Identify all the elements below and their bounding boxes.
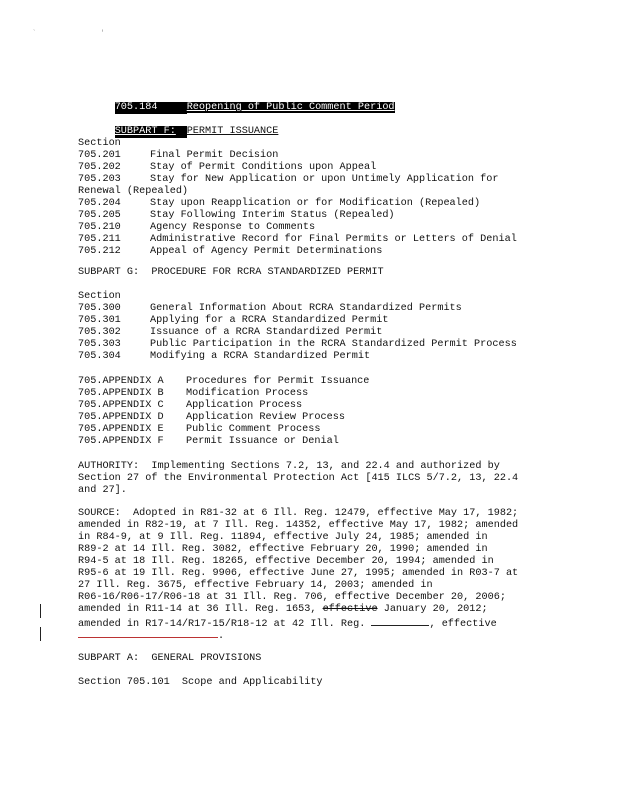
section-101-heading: Section 705.101 Scope and Applicability [78,677,323,688]
authority-note: AUTHORITY: Implementing Sections 7.2, 13, and 22.4 and authorized by Section 27 of the Environmental Protection Act [415 ILCS 5/7.2, 13, 22.4 and 27]. [78,461,519,496]
toc-row: 705.301 Applying for a RCRA Standardized Permit [78,315,389,326]
source-pending-date: . [78,628,538,640]
struck-text: effective [322,604,378,615]
blank-effective-date [78,628,218,638]
toc-row: 705.210 Agency Response to Comments [78,222,316,233]
toc-row: 705.302 Issuance of a RCRA Standardized Permit [78,327,383,338]
appendix-row: 705.APPENDIX F Permit Issuance or Denial [78,436,339,447]
toc-row: 705.205 Stay Following Interim Status (Repealed) [78,210,395,221]
header-block [78,90,538,113]
toc-row: 705.304 Modifying a RCRA Standardized Permit [78,351,371,362]
subpart-f-block [78,114,538,258]
toc-row: 705.300 General Information About RCRA Standardized Permits [78,303,462,314]
revision-bar [40,604,41,618]
source-note: SOURCE: Adopted in R81-32 at 6 Ill. Reg. 12479, effective May 17, 1982; amended in R82-19, at 7 Ill. Reg. 14352, effective May 17, 1982; amended in R84-9, at 9 Ill. Reg. 11894, effective July 24, 1985; amended in R89-2 at 14 Ill. Reg. 3082, effective February 20, 1990; amended in R94-5 at 18 Ill. Reg. 18265, effective December 20, 1994; amended in R95-6 at 19 Ill. Reg. 9906, effective June 27, 1995; amended in R03-7 at 27 Ill. Reg. 3675, effective February 14, 2003; amended in R06-16/R06-17/R06-18 at 31 Ill. Reg. 706, effective December 20, 2006; amended in R11-14 at 36 Ill. Reg. 1653, effective January 20, 2012; amended in R17-14/R17-15/R18-12 at 42 Ill. Reg. , effective . [78,508,538,640]
source-pending-line: amended in R17-14/R17-15/R18-12 at 42 Ill. Reg. , effective [78,616,538,628]
toc-row: 705.204 Stay upon Reapplication or for Modification (Repealed) [78,198,481,209]
toc-row: 705.202 Stay of Permit Conditions upon Appeal [78,162,377,173]
toc-row: 705.211 Administrative Record for Final Permits or Letters of Denial [78,234,517,245]
subpart-g-section-heading: Section [78,291,121,302]
appendix-row: 705.APPENDIX D Application Review Process [78,412,345,423]
subpart-g-block [78,267,538,363]
toc-row: 705.303 Public Participation in the RCRA Standardized Permit Process [78,339,517,350]
appendix-row: 705.APPENDIX A Procedures for Permit Issuance [78,376,370,387]
scan-specks: ` ' [32,30,135,38]
header-section-number: 705.184 [115,102,187,114]
subpart-f-title: PERMIT ISSUANCE [186,126,279,137]
blank-register-page [371,616,429,626]
subpart-g-heading: SUBPART G: PROCEDURE FOR RCRA STANDARDIZED PERMIT [78,267,384,278]
toc-row: 705.212 Appeal of Agency Permit Determinations [78,246,383,257]
toc-row: 705.201 Final Permit Decision [78,150,279,161]
subpart-f-section-heading: Section [78,138,121,149]
appendix-row: 705.APPENDIX B Modification Process [78,388,309,399]
header-section-title: Reopening of Public Comment Period [186,102,395,113]
subpart-a-heading: SUBPART A: GENERAL PROVISIONS [78,653,262,664]
source-amended-line: amended in R11-14 at 36 Ill. Reg. 1653, effective January 20, 2012; [78,604,488,615]
revision-bar [40,627,41,641]
appendix-row: 705.APPENDIX C Application Process [78,400,303,411]
subpart-a-block [78,653,538,689]
toc-row-continuation: Renewal (Repealed) [78,186,189,197]
appendix-row: 705.APPENDIX E Public Comment Process [78,424,321,435]
subpart-f-label: SUBPART F: [115,126,187,138]
appendix-block [78,376,538,448]
toc-row: 705.203 Stay for New Application or upon Untimely Application for [78,174,499,185]
